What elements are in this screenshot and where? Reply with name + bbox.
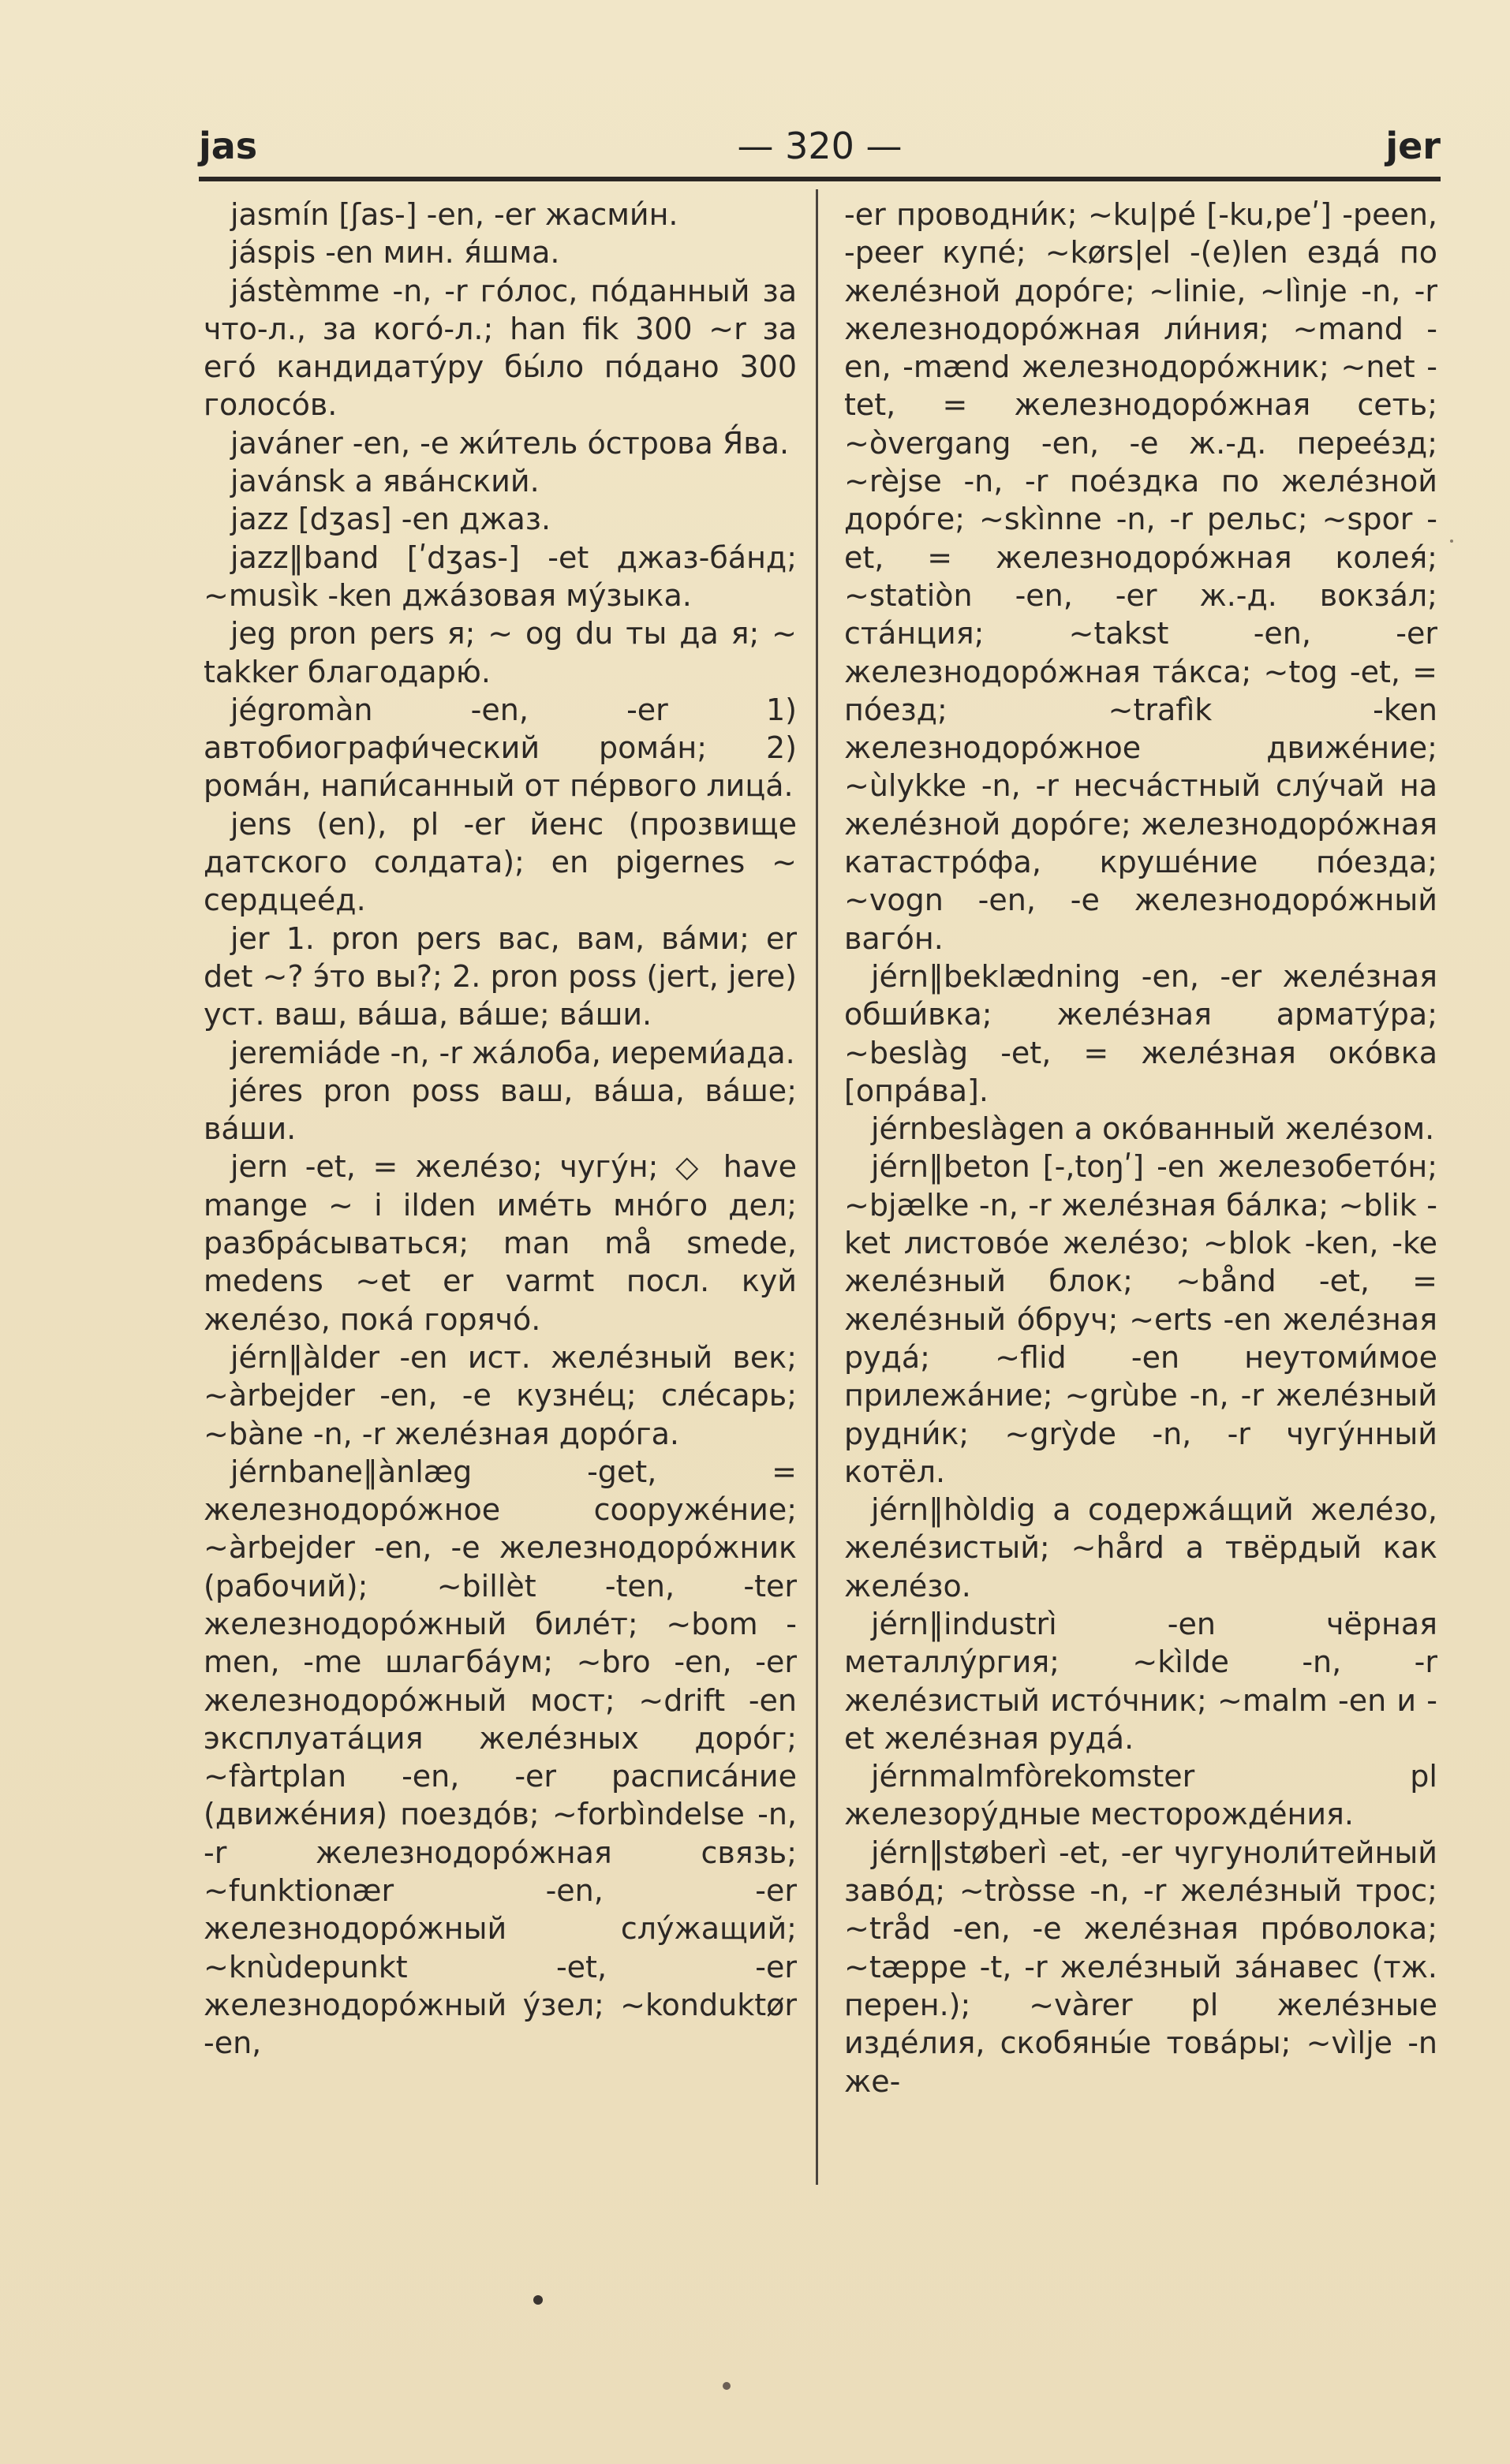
header-left-guideword: jas [199,125,258,167]
ink-dot [533,2295,543,2305]
dictionary-entry: jasmín [ʃas-] -en, -er жасми́н. [230,197,678,232]
dictionary-entry: jérn‖industrì -en чёрная металлу́ргия; ~kìlde -n, -r желе́зистый исто́чник; ~malm -en и -et желе́зная руда́. [844,1606,1437,1756]
dictionary-entry: jérn‖beton [-,toŋʹ] -en железобето́н; ~bjælke -n, -r желе́зная ба́лка; ~blik -ket листово́е желе́зо; ~blok -ken, -ke желе́зный блок; ~bånd -et, = желе́зный о́бруч; ~erts -en желе́зная руда́; ~flid -en неутоми́мое прилежа́ние; ~grùbe -n, -r желе́зный рудни́к; ~grỳde -n, -r чугу́нный котёл. [844,1149,1437,1489]
dictionary-entry: jérn‖beklædning -en, -er желе́зная обши́вка; желе́зная армату́ра; ~beslàg -et, = желе́зная око́вка [опра́ва]. [844,958,1437,1108]
dictionary-entry: jéres pron poss ваш, ва́ша, ва́ше; ва́ши. [204,1073,797,1147]
dictionary-entry: jer 1. pron pers вас, вам, ва́ми; er det ~? э́то вы?; 2. pron poss (jert, jere) уст. ваш, ва́ша, ва́ше; ва́ши. [204,920,797,1032]
dictionary-entry: jáspis -en мин. я́шма. [230,235,560,271]
dictionary-entry: jeg pron pers я; ~ og du ты да я; ~ takker благодарю́. [204,616,797,689]
dictionary-entry: javáner -en, -e жи́тель о́строва Я́ва. [230,425,790,461]
dictionary-entry: jeremiáde -n, -r жа́лоба, иереми́ада. [230,1035,795,1070]
dictionary-entry: jérn‖àlder -en ист. желе́зный век; ~àrbejder -en, -e кузне́ц; сле́сарь; ~bàne -n, -r желе́зная доро́га. [204,1339,797,1451]
dictionary-entry: jazz [dʒas] -en джаз. [230,502,551,537]
ink-dot [723,2382,731,2390]
page-header [199,118,1441,174]
dictionary-entry: jégromàn -en, -er 1) автобиографи́ческий рома́н; 2) рома́н, напи́санный от пе́рвого лица́. [204,692,797,804]
dictionary-entry: jérn‖hòldig a содержа́щий желе́зо, желе́зистый; ~hård a твёрдый как желе́зо. [844,1492,1437,1603]
right-column [844,196,1437,2100]
page-number: — 320 — [737,125,903,167]
dictionary-entry-continued: -er проводни́к; ~ku|pé [-ku,peʹ] -peen, -peer купе́; ~kørs|el -(e)len езда́ по желе́зной доро́ге; ~linie, ~lìnje -n, -r железнодоро́жная ли́ния; ~mand -en, -mænd железнодоро́жник; ~net -tet, = железнодоро́жная сеть; ~òvergang -en, -e ж.-д. перее́зд; ~rèjse -n, -r пое́здка по желе́зной доро́ге; ~skìnne -n, -r рельс; ~spor -et, = железнодоро́жная колея́; ~statiòn -en, -er ж.-д. вокза́л; ста́нция; ~takst -en, -er железнодоро́жная та́кса; ~tog -et, = по́езд; ~trafìk -ken железнодоро́жное движе́ние; ~ùlykke -n, -r несча́стный слу́чай на желе́зной доро́ге; железнодоро́жная катастро́фа, круше́ние по́езда; ~vogn -en, -e железнодоро́жный ваго́н. [844,197,1437,956]
dictionary-entry: javánsk a ява́нский. [230,464,540,499]
dictionary-entry: jazz‖band [ʹdʒas-] -et джаз-ба́нд; ~musìk -ken джа́зовая му́зыка. [204,539,797,613]
dictionary-entry: jérnmalmfòrekomster pl железору́дные месторожде́ния. [844,1759,1437,1832]
dictionary-entry: jern -et, = желе́зо; чугу́н; ◇ have mange ~ i ilden име́ть мно́го дел; разбра́сываться; man må smede, medens ~et er varmt посл. куй желе́зо, пока́ горячо́. [204,1149,797,1337]
dictionary-entry: jástèmme -n, -r го́лос, по́данный за что-л., за кого́-л.; han fik 300 ~r за его́ кандидату́ру бы́ло по́дано 300 голосо́в. [204,273,797,423]
dictionary-entry: jérn‖støberì -et, -er чугуноли́тейный заво́д; ~tròsse -n, -r желе́зный трос; ~tråd -en, -e желе́зная про́волока; ~tæppe -t, -r желе́зный за́навес (тж. перен.); ~vàrer pl желе́зные изде́лия, скобяны́е това́ры; ~vìlje -n же- [844,1835,1437,2099]
dictionary-entry: jérnbane‖ànlæg -get, = железнодоро́жное сооруже́ние; ~àrbejder -en, -e железнодоро́жник (рабочий); ~billèt -ten, -ter железнодоро́жный биле́т; ~bom -men, -me шлагба́ум; ~bro -en, -er железнодоро́жный мост; ~drift -en эксплуата́ция желе́зных доро́г; ~fàrtplan -en, -er расписа́ние (движе́ния) поездо́в; ~forbìndelse -n, -r железнодоро́жная связь; ~funktionær -en, -er железнодоро́жный слу́жащий; ~knùdepunkt -et, -er железнодоро́жный у́зел; ~konduktør -en, [204,1454,797,2061]
dictionary-entry: jens (en), pl -er йенс (прозвище датского солдата); en pigernes ~ сердцее́д. [204,806,797,918]
paper-speck [1450,539,1453,543]
header-rule [199,177,1441,181]
dictionary-entry: jérnbeslàgen a око́ванный желе́зом. [871,1111,1435,1147]
column-divider [816,189,818,2185]
left-column [204,196,797,2063]
header-right-guideword: jer [1385,125,1441,167]
